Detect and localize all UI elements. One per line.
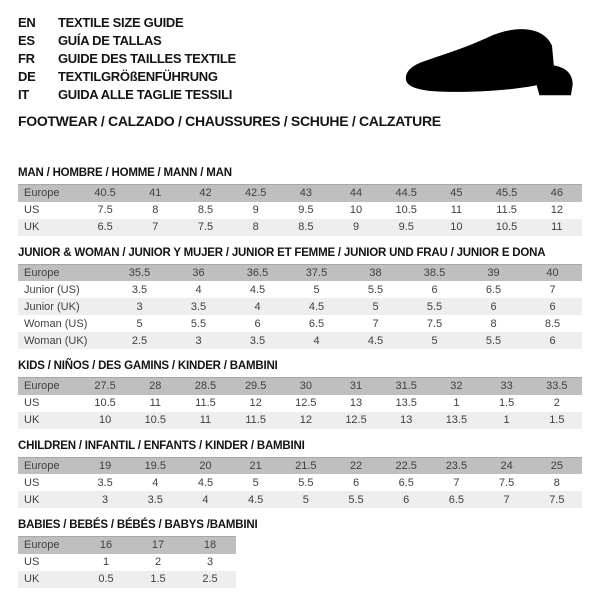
size-cell: 44 — [349, 187, 363, 200]
header — [18, 14, 582, 129]
size-cell: 4.5 — [308, 300, 325, 313]
size-cell: 11.5 — [195, 397, 216, 409]
size-cell: 22.5 — [395, 459, 417, 472]
size-cell: 10.5 — [495, 221, 518, 233]
table-row — [18, 537, 236, 554]
row-label: UK — [24, 493, 40, 506]
size-table — [18, 184, 582, 236]
size-cell: 4 — [313, 334, 320, 347]
size-cell: 40 — [546, 266, 559, 279]
table-row — [18, 332, 582, 349]
size-cell: 6.5 — [97, 221, 113, 233]
language-code: ES — [18, 33, 35, 48]
size-cell: 8.5 — [298, 221, 314, 233]
size-cell: 6 — [352, 476, 360, 489]
size-cell: 8.5 — [197, 204, 214, 216]
size-cell: 1 — [102, 556, 110, 568]
size-cell: 5 — [431, 334, 438, 347]
size-table — [18, 536, 236, 588]
size-cell: 5.5 — [190, 317, 207, 330]
size-cell: 5 — [302, 493, 309, 506]
size-cell: 11 — [199, 414, 212, 426]
size-cell: 4.5 — [248, 493, 264, 506]
row-label: Junior (UK) — [24, 300, 80, 313]
table-title: MAN / HOMBRE / HOMME / MANN / MAN — [18, 167, 232, 179]
size-cell: 4 — [254, 300, 261, 313]
size-cell: 28 — [149, 380, 162, 393]
size-cell: 1 — [453, 397, 460, 409]
size-cell: 45.5 — [495, 187, 518, 200]
size-cell: 2 — [553, 397, 560, 409]
size-cell: 7.5 — [197, 221, 214, 233]
language-code: IT — [18, 87, 29, 102]
language-label: TEXTILGRÖßENFÜHRUNG — [58, 69, 218, 84]
size-cell: 5.5 — [367, 283, 384, 296]
language-label: GUIDE DES TAILLES TEXTILE — [58, 51, 236, 66]
size-cell: 21 — [249, 459, 262, 472]
size-cell: 8.5 — [544, 317, 561, 330]
size-cell: 4.5 — [367, 334, 384, 347]
size-cell: 12.5 — [295, 397, 317, 409]
size-cell: 1.5 — [498, 397, 515, 409]
size-cell: 13 — [349, 397, 363, 409]
size-cell: 6 — [549, 334, 556, 347]
size-cell: 5.5 — [298, 476, 314, 489]
size-cell: 42.5 — [244, 187, 267, 200]
size-cell: 36 — [192, 266, 205, 279]
size-cell: 6 — [254, 317, 261, 330]
size-cell: 7.5 — [97, 204, 113, 216]
size-cell: 20 — [199, 459, 212, 472]
size-cell: 17 — [151, 539, 165, 552]
size-cell: 28.5 — [194, 380, 217, 393]
size-cell: 24 — [500, 459, 513, 472]
language-code: EN — [18, 15, 36, 30]
row-label: Europe — [24, 266, 60, 279]
row-label: UK — [24, 573, 40, 585]
size-cell: 13 — [400, 414, 413, 426]
size-cell: 42 — [199, 187, 212, 200]
size-cell: 9.5 — [398, 221, 414, 233]
size-cell: 12 — [249, 397, 262, 409]
size-cell: 4.5 — [249, 283, 266, 296]
size-cell: 25 — [550, 459, 563, 472]
size-cell: 21.5 — [295, 459, 317, 472]
size-cell: 3.5 — [190, 300, 207, 313]
language-label: TEXTILE SIZE GUIDE — [58, 15, 184, 30]
size-cell: 6 — [490, 300, 497, 313]
size-cell: 7 — [503, 493, 510, 506]
size-cell: 3 — [195, 334, 202, 347]
table-section — [18, 519, 582, 588]
table-section — [18, 440, 582, 509]
table-row — [18, 298, 582, 315]
size-tables — [18, 167, 582, 588]
size-cell: 6 — [431, 283, 438, 296]
row-label: Junior (US) — [24, 283, 80, 296]
table-section — [18, 247, 582, 350]
size-cell: 36.5 — [246, 266, 269, 279]
size-cell: 10.5 — [94, 397, 116, 409]
size-cell: 10 — [349, 204, 363, 216]
language-code: FR — [18, 51, 35, 66]
size-cell: 3 — [136, 300, 143, 313]
size-cell: 5.5 — [426, 300, 443, 313]
size-cell: 11 — [450, 204, 463, 216]
size-cell: 6.5 — [308, 317, 325, 330]
table-section — [18, 167, 582, 236]
size-cell: 2.5 — [131, 334, 148, 347]
language-label: GUÍA DE TALLAS — [58, 33, 162, 48]
size-cell: 3.5 — [131, 283, 148, 296]
size-cell: 13.5 — [445, 414, 468, 426]
size-cell: 7 — [549, 283, 556, 296]
size-cell: 4 — [195, 283, 202, 296]
row-label: Woman (US) — [24, 317, 88, 330]
size-cell: 5.5 — [348, 493, 364, 506]
size-cell: 5 — [252, 476, 259, 489]
size-cell: 31.5 — [395, 380, 417, 393]
size-cell: 5 — [313, 283, 320, 296]
row-label: US — [24, 556, 40, 568]
size-cell: 2.5 — [202, 573, 218, 585]
table-row — [18, 281, 582, 298]
table-row — [18, 185, 582, 202]
size-cell: 43 — [299, 187, 312, 200]
size-cell: 6.5 — [485, 283, 502, 296]
size-cell: 10 — [450, 221, 463, 233]
size-cell: 9 — [352, 221, 360, 233]
size-table — [18, 457, 582, 509]
table-row — [18, 219, 582, 236]
table-title: BABIES / BEBÉS / BÉBÉS / BABYS /BAMBINI — [18, 519, 258, 531]
size-cell: 9 — [252, 204, 259, 216]
size-cell: 29.5 — [244, 380, 267, 393]
size-cell: 7.5 — [549, 493, 565, 506]
size-cell: 3.5 — [97, 476, 113, 489]
size-cell: 13.5 — [395, 397, 417, 409]
size-cell: 22 — [349, 459, 363, 472]
size-cell: 3.5 — [147, 493, 163, 506]
size-cell: 31 — [349, 380, 363, 393]
size-cell: 6.5 — [398, 476, 414, 489]
row-label: UK — [24, 414, 40, 426]
size-cell: 8 — [553, 476, 560, 489]
size-cell: 7 — [372, 317, 379, 330]
table-row — [18, 571, 236, 588]
table-title: JUNIOR & WOMAN / JUNIOR Y MUJER / JUNIOR ET FEMME / JUNIOR UND FRAU / JUNIOR E DONA — [18, 246, 546, 259]
table-row — [18, 202, 582, 219]
table-row — [18, 412, 582, 429]
size-cell: 5.5 — [485, 334, 502, 347]
size-cell: 12 — [299, 414, 312, 426]
size-cell: 38 — [369, 266, 382, 279]
size-cell: 7 — [152, 221, 159, 233]
size-cell: 7 — [453, 476, 460, 489]
size-cell: 0.5 — [98, 573, 114, 585]
size-cell: 11.5 — [496, 204, 517, 216]
size-cell: 5 — [136, 317, 143, 330]
size-cell: 35.5 — [128, 266, 151, 279]
size-cell: 12.5 — [345, 414, 367, 426]
size-cell: 7.5 — [498, 476, 515, 489]
table-row — [18, 457, 582, 474]
row-label: UK — [24, 221, 40, 233]
size-cell: 6 — [549, 300, 556, 313]
size-cell: 3.5 — [249, 334, 266, 347]
size-cell: 5 — [372, 300, 379, 313]
size-cell: 38.5 — [423, 266, 446, 279]
size-cell: 40.5 — [94, 187, 116, 200]
size-cell: 3 — [102, 493, 109, 506]
size-cell: 39 — [487, 266, 500, 279]
row-label: US — [24, 204, 40, 216]
size-table — [18, 377, 582, 429]
table-row — [18, 474, 582, 491]
size-cell: 3 — [206, 556, 214, 568]
size-cell: 8 — [490, 317, 497, 330]
table-row — [18, 554, 236, 571]
size-cell: 44.5 — [395, 187, 417, 200]
size-cell: 32 — [450, 380, 463, 393]
table-row — [18, 315, 582, 332]
table-row — [18, 378, 582, 395]
size-cell: 33.5 — [546, 380, 568, 393]
size-cell: 10.5 — [144, 414, 166, 426]
size-cell: 12 — [550, 204, 563, 216]
language-code: DE — [18, 69, 36, 84]
size-cell: 19.5 — [144, 459, 166, 472]
size-cell: 18 — [203, 539, 217, 552]
size-cell: 33 — [500, 380, 513, 393]
row-label: Europe — [24, 380, 60, 393]
size-cell: 11 — [149, 397, 161, 409]
size-cell: 10 — [98, 414, 112, 426]
table-row — [18, 395, 582, 412]
language-label: GUIDA ALLE TAGLIE TESSILI — [58, 87, 233, 102]
size-cell: 4 — [202, 493, 209, 506]
size-cell: 45 — [450, 187, 463, 200]
table-title: CHILDREN / INFANTIL / ENFANTS / KINDER / BAMBINI — [18, 439, 305, 452]
size-cell: 1.5 — [549, 414, 565, 426]
row-label: Europe — [24, 459, 60, 472]
size-cell: 8 — [252, 221, 259, 233]
size-cell: 16 — [99, 539, 113, 552]
row-label: Europe — [24, 187, 60, 200]
size-cell: 10.5 — [395, 204, 417, 216]
size-cell: 2 — [154, 556, 162, 568]
size-cell: 1 — [503, 414, 510, 426]
size-cell: 9.5 — [298, 204, 314, 216]
size-cell: 23.5 — [445, 459, 468, 472]
size-cell: 27.5 — [94, 380, 116, 393]
size-cell: 46 — [550, 187, 563, 200]
size-table — [18, 264, 582, 350]
size-cell: 7.5 — [426, 317, 443, 330]
table-row — [18, 264, 582, 281]
size-cell: 41 — [149, 187, 162, 200]
row-label: US — [24, 476, 40, 489]
size-cell: 4.5 — [197, 476, 214, 489]
size-cell: 1.5 — [150, 573, 166, 585]
size-cell: 19 — [98, 459, 112, 472]
table-row — [18, 491, 582, 508]
size-cell: 4 — [152, 476, 159, 489]
category-line: FOOTWEAR / CALZADO / CHAUSSURES / SCHUHE / CALZATURE — [18, 113, 441, 129]
size-cell: 37.5 — [305, 266, 328, 279]
table-title: KIDS / NIÑOS / DES GAMINS / KINDER / BAMBINI — [18, 360, 278, 372]
dress-shoe-icon — [398, 16, 580, 106]
table-section — [18, 360, 582, 429]
row-label: Woman (UK) — [24, 334, 88, 347]
size-cell: 11 — [551, 221, 563, 233]
size-cell: 30 — [299, 380, 312, 393]
size-cell: 11.5 — [245, 414, 266, 426]
size-cell: 8 — [152, 204, 159, 216]
size-cell: 6 — [403, 493, 410, 506]
row-label: Europe — [24, 539, 60, 552]
size-cell: 6.5 — [448, 493, 465, 506]
row-label: US — [24, 397, 40, 409]
